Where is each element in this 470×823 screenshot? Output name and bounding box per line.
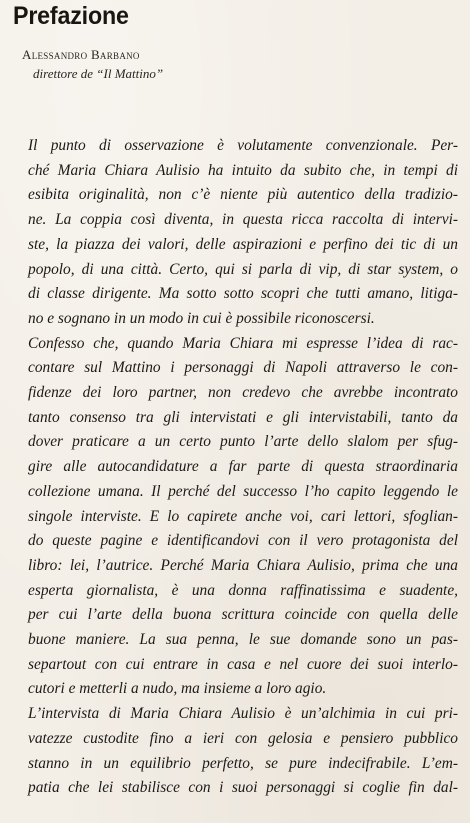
paragraph-2 xyxy=(28,332,458,703)
paragraph-3 xyxy=(28,702,458,801)
text-line: L’intervista di Maria Chiara Aulisio è un’alchimia in cui pri- xyxy=(28,705,458,723)
text-line: buone maniere. La sua penna, le sue domande sono un pas- xyxy=(28,631,458,649)
text-line: esperta giornalista, è una donna raffinatissima e suadente, xyxy=(28,581,458,599)
text-line: ne. La coppia così diventa, in questa ricca raccolta di intervi- xyxy=(28,211,458,229)
author-role: direttore de “Il Mattino” xyxy=(33,66,164,81)
preface-body xyxy=(28,134,458,801)
text-line: ché Maria Chiara Aulisio ha intuito da subito che, in tempi di xyxy=(28,161,458,179)
text-line: popolo, di una città. Certo, qui si parla di vip, di star system, o xyxy=(28,260,458,278)
text-line: no e sognano in un modo in cui è possibile riconoscersi. xyxy=(28,309,375,327)
text-line: stanno in un equilibrio perfetto, se pure indecifrabile. L’em- xyxy=(28,754,458,772)
text-line: do queste pagine e identificandovi con il vero protagonista del xyxy=(28,532,458,550)
text-line: ste, la piazza dei valori, delle aspirazioni e perfino dei tic di un xyxy=(28,235,458,253)
text-line: Confesso che, quando Maria Chiara mi espresse l’idea di rac- xyxy=(28,334,458,352)
text-line: esibita originalità, non c’è niente più autentico della tradizio- xyxy=(28,186,458,204)
paragraph-1 xyxy=(28,134,458,332)
page-title: Prefazione xyxy=(13,2,129,30)
text-line: collezione umana. Il perché del successo l’ho capito leggendo le xyxy=(28,482,458,500)
text-line: contare sul Mattino i personaggi di Napoli attraverso le con- xyxy=(28,359,458,377)
text-line: di classe dirigente. Ma sotto sotto scopri che tutti amano, litiga- xyxy=(28,285,458,303)
text-line: dover praticare a un certo punto l’arte dello slalom per sfug- xyxy=(28,433,458,451)
author-name: Alessandro Barbano xyxy=(22,47,140,62)
text-line: singole interviste. E lo capirete anche voi, cari lettori, sfoglian- xyxy=(28,507,458,525)
text-line: vatezze custodite fino a ieri con gelosia e pensiero pubblico xyxy=(28,729,458,747)
text-line: separtout con cui entrare in casa e nel cuore dei suoi interlo- xyxy=(28,655,458,673)
text-line: per cui l’arte della buona scrittura coincide con quella delle xyxy=(28,606,458,624)
text-line: libro: lei, l’autrice. Perché Maria Chiara Aulisio, prima che una xyxy=(28,556,458,574)
text-line: Il punto di osservazione è volutamente convenzionale. Per- xyxy=(28,137,458,154)
text-line: cutori e metterli a nudo, ma insieme a loro agio. xyxy=(28,680,327,698)
text-line: fidenze dei loro partner, non credevo che avrebbe incontrato xyxy=(28,384,458,402)
text-line: tanto consenso tra gli intervistati e gli intervistabili, tanto da xyxy=(28,408,458,426)
text-line: patia che lei stabilisce con i suoi personaggi si coglie fin dal- xyxy=(28,779,458,797)
text-line: gire alle autocandidature a far parte di questa straordinaria xyxy=(28,458,458,476)
